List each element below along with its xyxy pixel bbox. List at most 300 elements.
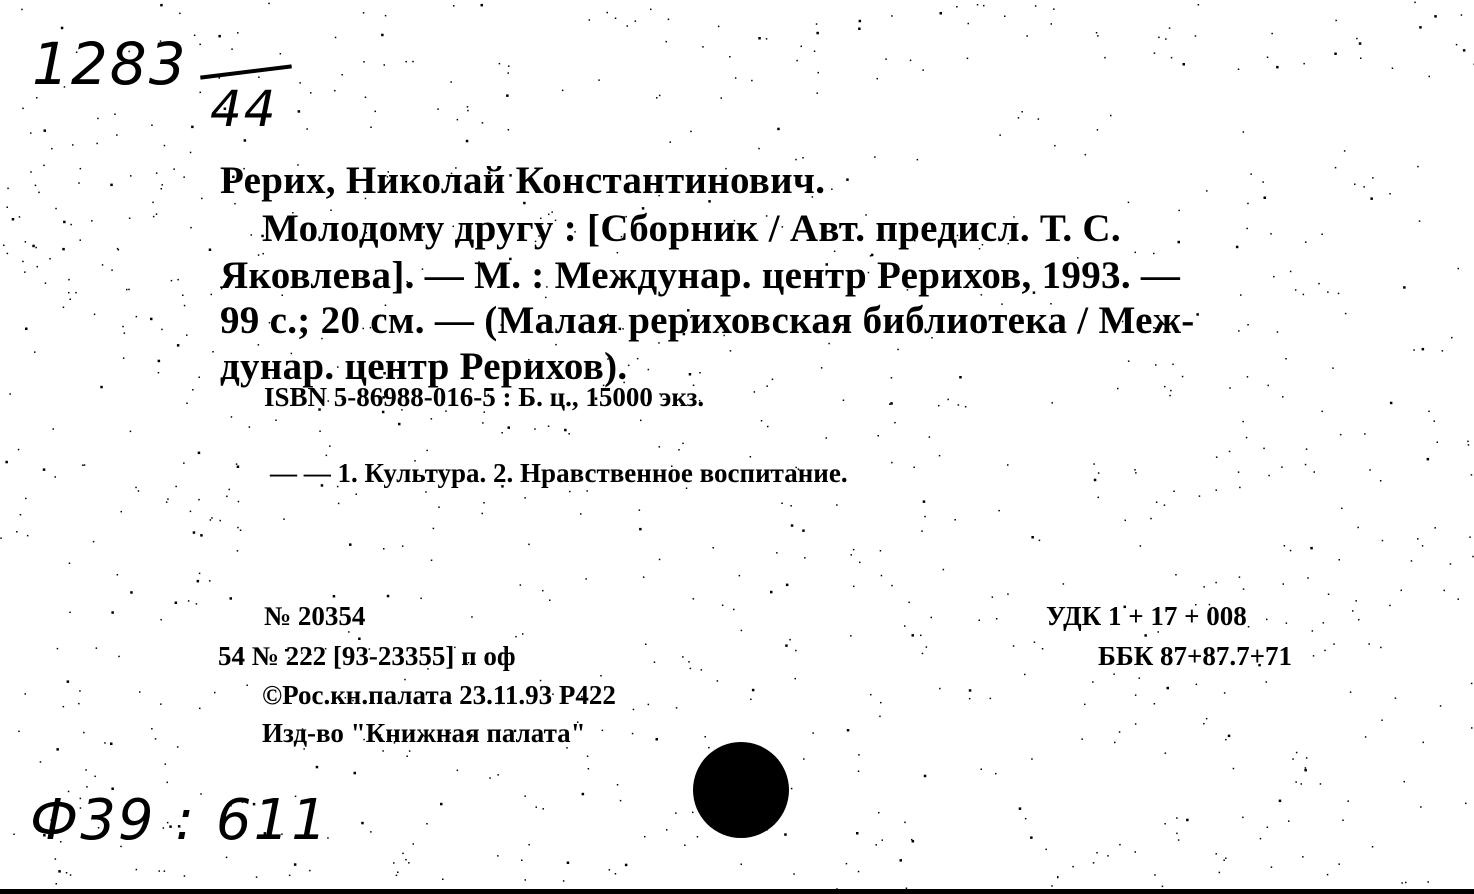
speckle <box>457 119 459 121</box>
speckle <box>853 549 855 551</box>
speckle <box>1338 863 1340 865</box>
speckle <box>1305 767 1307 769</box>
speckle <box>580 513 582 515</box>
speckle <box>130 175 132 177</box>
speckle <box>675 812 677 814</box>
speckle <box>1389 193 1391 195</box>
speckle <box>153 216 155 218</box>
speckle <box>1216 456 1218 458</box>
speckle <box>190 152 192 154</box>
speckle <box>697 836 699 838</box>
speckle <box>847 729 850 732</box>
speckle <box>1216 853 1218 855</box>
speckle <box>816 23 818 25</box>
speckle <box>1007 464 1009 466</box>
speckle <box>402 545 404 547</box>
speckle <box>177 279 179 281</box>
speckle <box>3 245 5 247</box>
speckle <box>983 5 985 7</box>
speckle <box>1306 448 1308 450</box>
speckle <box>750 699 752 701</box>
card-bottom-edge <box>0 889 1474 894</box>
speckle <box>18 731 20 733</box>
speckle <box>68 279 70 281</box>
speckle <box>858 28 861 31</box>
handwritten-inventory-number: Ф39 : 611 <box>30 788 329 853</box>
speckle <box>890 402 893 405</box>
speckle <box>795 650 797 652</box>
speckle <box>508 65 510 67</box>
speckle <box>1434 527 1436 529</box>
speckle <box>880 550 882 552</box>
speckle <box>1429 76 1431 78</box>
speckle <box>258 77 260 79</box>
speckle <box>924 775 927 778</box>
speckle <box>159 870 161 872</box>
speckle <box>640 420 642 422</box>
speckle <box>1233 768 1235 770</box>
speckle <box>1165 38 1167 40</box>
speckle <box>1098 497 1100 499</box>
speckle <box>1413 349 1415 351</box>
speckle <box>1401 590 1403 592</box>
speckle <box>363 12 365 14</box>
speckle <box>1051 885 1053 887</box>
speckle <box>542 590 544 592</box>
speckle <box>1135 694 1137 696</box>
speckle <box>939 455 941 457</box>
speckle <box>656 97 658 99</box>
speckle <box>1471 727 1473 729</box>
speckle <box>524 795 526 797</box>
speckle <box>522 633 524 635</box>
speckle <box>211 517 213 519</box>
speckle <box>692 812 694 814</box>
speckle <box>1417 538 1419 540</box>
speckle <box>230 597 233 600</box>
speckle <box>563 880 565 882</box>
speckle <box>1279 800 1282 803</box>
speckle <box>237 527 239 529</box>
speckle <box>818 72 820 74</box>
speckle <box>209 249 212 252</box>
speckle <box>183 462 185 464</box>
speckle <box>333 595 336 598</box>
speckle <box>21 9 23 11</box>
speckle <box>129 218 131 220</box>
speckle <box>237 466 240 469</box>
speckle <box>1035 5 1037 7</box>
speckle <box>506 94 509 97</box>
speckle <box>150 318 153 321</box>
speckle <box>923 500 926 503</box>
speckle <box>249 426 251 428</box>
speckle <box>977 4 979 6</box>
speckle <box>1128 202 1130 204</box>
speckle <box>1358 619 1360 621</box>
speckle <box>219 77 221 79</box>
speckle <box>80 239 82 241</box>
speckle <box>1268 475 1270 477</box>
speckle <box>7 207 9 209</box>
speckle <box>116 134 118 136</box>
speckle <box>152 202 154 204</box>
speckle <box>1224 692 1226 694</box>
speckle <box>1268 385 1270 387</box>
speckle <box>1301 783 1303 785</box>
speckle <box>878 435 880 437</box>
speckle <box>562 90 564 92</box>
speckle <box>294 863 297 866</box>
speckle <box>18 449 20 451</box>
speckle <box>1417 166 1419 168</box>
speckle <box>363 61 365 63</box>
speckle <box>967 58 969 60</box>
speckle <box>1196 684 1198 686</box>
speckle <box>161 188 163 190</box>
speckle <box>231 48 233 50</box>
speckle <box>501 432 503 434</box>
speckle <box>194 35 196 37</box>
speckle <box>1323 622 1325 624</box>
speckle <box>226 857 228 859</box>
speckle <box>1359 42 1362 45</box>
speckle <box>1216 489 1218 491</box>
speckle <box>55 476 57 478</box>
speckle <box>1306 757 1308 759</box>
isbn-line: ISBN 5-86988-016-5 : Б. ц., 15000 экз. <box>264 382 705 412</box>
speckle <box>1250 173 1252 175</box>
speckle <box>589 19 591 21</box>
speckle <box>334 90 336 92</box>
speckle <box>164 870 166 872</box>
speckle <box>940 12 943 15</box>
speckle <box>1238 69 1240 71</box>
speckle <box>409 750 411 752</box>
speckle <box>904 822 906 824</box>
speckle <box>365 97 367 99</box>
speckle <box>876 844 878 846</box>
speckle <box>1165 752 1167 754</box>
speckle <box>1427 458 1430 461</box>
speckle <box>1463 49 1466 52</box>
speckle <box>682 443 684 445</box>
speckle <box>1110 115 1112 117</box>
speckle <box>781 503 783 505</box>
speckle <box>1240 294 1242 296</box>
speckle <box>70 299 72 301</box>
speckle <box>1270 233 1272 235</box>
speckle <box>929 436 931 438</box>
speckle <box>27 535 29 537</box>
speckle <box>25 328 28 331</box>
speckle <box>853 586 855 588</box>
speckle <box>1339 559 1341 561</box>
speckle <box>83 732 85 734</box>
speckle <box>165 763 167 765</box>
speckle <box>1030 836 1033 839</box>
record-number: № 20354 <box>264 601 366 631</box>
speckle <box>268 3 270 4</box>
speckle <box>316 766 319 769</box>
speckle <box>990 698 992 700</box>
speckle <box>78 182 80 184</box>
speckle <box>167 782 169 784</box>
speckle <box>1228 735 1231 738</box>
speckle <box>689 373 692 376</box>
speckle <box>785 644 788 647</box>
speckle <box>528 844 530 846</box>
speckle <box>135 487 137 489</box>
speckle <box>117 574 119 576</box>
speckle <box>1072 866 1074 868</box>
speckle <box>171 280 173 282</box>
speckle <box>1290 271 1292 273</box>
speckle <box>767 426 769 428</box>
speckle <box>1206 718 1208 720</box>
speckle <box>1295 289 1297 291</box>
speckle <box>791 788 793 790</box>
speckle <box>75 292 77 294</box>
speckle <box>1354 184 1356 186</box>
speckle <box>1267 57 1269 59</box>
speckle <box>729 56 731 58</box>
speckle <box>992 596 994 598</box>
speckle <box>453 5 455 7</box>
speckle <box>30 171 32 173</box>
speckle <box>158 360 161 363</box>
speckle <box>156 172 158 174</box>
speckle <box>406 756 408 758</box>
speckle <box>118 249 120 251</box>
speckle <box>78 703 80 705</box>
speckle <box>57 648 59 650</box>
speckle <box>508 426 511 429</box>
speckle <box>722 605 724 607</box>
speckle <box>900 859 903 862</box>
speckle <box>467 110 469 112</box>
speckle <box>467 106 469 108</box>
speckle <box>94 776 96 778</box>
speckle <box>94 314 96 316</box>
speckle <box>440 803 443 806</box>
speckle <box>1456 44 1458 46</box>
speckle <box>1004 16 1006 18</box>
speckle <box>1098 472 1100 474</box>
speckle <box>387 595 390 598</box>
speckle <box>482 122 484 124</box>
speckle <box>497 774 499 776</box>
speckle <box>1288 820 1290 822</box>
speckle <box>1335 20 1337 22</box>
speckle <box>1018 117 1020 119</box>
speckle <box>881 575 883 577</box>
speckle <box>1186 819 1189 822</box>
speckle <box>1128 360 1130 362</box>
speckle <box>1310 547 1313 550</box>
speckle <box>758 148 760 150</box>
speckle <box>885 58 887 60</box>
speckle <box>1440 705 1442 707</box>
speckle <box>1164 386 1166 388</box>
speckle <box>70 874 72 876</box>
speckle <box>1262 181 1264 183</box>
speckle <box>817 92 819 94</box>
speckle <box>231 416 233 418</box>
speckle <box>600 675 602 677</box>
speckle <box>79 690 81 692</box>
speckle <box>777 128 780 131</box>
speckle <box>588 768 590 770</box>
speckle <box>384 64 386 66</box>
speckle <box>1304 769 1307 772</box>
speckle <box>515 636 517 638</box>
speckle <box>122 326 124 328</box>
speckle <box>1031 758 1033 760</box>
speckle <box>1428 411 1430 413</box>
speckle <box>1195 35 1197 37</box>
speckle <box>9 393 11 395</box>
speckle <box>175 602 178 605</box>
speckle <box>482 513 484 515</box>
speckle <box>1314 471 1316 473</box>
speckle <box>1271 33 1273 35</box>
speckle <box>1135 723 1137 725</box>
speckle <box>931 617 933 619</box>
entry-line-3: 99 с.; 20 см. — (Малая рериховская библиотека / Меж- <box>220 299 1195 342</box>
speckle <box>69 563 71 565</box>
speckle <box>889 403 891 405</box>
speckle <box>1355 600 1357 602</box>
speckle <box>1303 63 1305 65</box>
speckle <box>733 609 735 611</box>
speckle <box>786 584 789 587</box>
speckle <box>793 873 795 875</box>
speckle <box>381 34 384 37</box>
speckle <box>1236 246 1239 249</box>
speckle <box>954 519 956 521</box>
speckle <box>1283 583 1285 585</box>
speckle <box>1390 402 1393 405</box>
speckle <box>412 61 414 63</box>
speckle <box>1053 8 1055 10</box>
speckle <box>678 449 680 451</box>
speckle <box>609 869 611 871</box>
speckle <box>979 620 981 622</box>
speckle <box>587 756 589 758</box>
speckle <box>13 834 15 836</box>
speckle <box>1334 53 1337 56</box>
speckle <box>22 108 24 110</box>
speckle <box>70 224 72 226</box>
speckle <box>1321 234 1323 236</box>
speckle <box>1389 605 1391 607</box>
speckle <box>375 111 377 113</box>
speckle <box>1094 479 1097 482</box>
speckle <box>912 634 915 637</box>
speckle <box>1472 556 1474 558</box>
speckle <box>160 703 162 705</box>
speckle <box>543 808 545 810</box>
speckle <box>161 329 163 331</box>
speckle <box>85 769 87 771</box>
speckle <box>1427 881 1429 883</box>
speckle <box>72 144 74 146</box>
speckle <box>585 578 587 580</box>
speckle <box>69 612 71 614</box>
speckle <box>438 506 440 508</box>
speckle <box>1450 563 1452 565</box>
speckle <box>210 519 212 521</box>
speckle <box>53 428 55 430</box>
speckle <box>158 372 160 374</box>
speckle <box>426 450 428 452</box>
speckle <box>1182 376 1184 378</box>
speckle <box>1434 420 1436 422</box>
speckle <box>816 32 819 35</box>
speckle <box>1096 852 1098 854</box>
speckle <box>118 656 120 658</box>
speckle <box>283 518 285 520</box>
speckle <box>179 13 181 15</box>
speckle <box>1345 313 1347 315</box>
speckle <box>910 60 912 62</box>
speckle <box>1281 466 1283 468</box>
speckle <box>880 702 882 704</box>
speckle <box>521 860 523 862</box>
speckle <box>1154 703 1156 705</box>
speckle <box>1162 886 1164 888</box>
speckle <box>904 625 906 627</box>
speckle <box>1404 781 1406 783</box>
speckle <box>730 350 732 352</box>
speckle <box>1178 839 1180 841</box>
speckle <box>998 510 1000 512</box>
entry-line-4: дунар. центр Рерихов). <box>220 345 628 388</box>
speckle <box>891 462 893 464</box>
entry-line-1: Молодому другу : [Сборник / Авт. предисл. Т. С. <box>262 207 1121 250</box>
speckle <box>198 499 200 501</box>
speckle <box>1173 491 1175 493</box>
speckle <box>110 184 113 187</box>
speckle <box>1199 495 1201 497</box>
speckle <box>1271 866 1273 868</box>
speckle <box>1285 358 1287 360</box>
speckle <box>1243 131 1245 133</box>
speckle <box>426 823 428 825</box>
speckle <box>836 504 838 506</box>
speckle <box>244 139 247 142</box>
speckle <box>1364 433 1366 435</box>
speckle <box>735 77 737 79</box>
speckle <box>82 465 84 467</box>
speckle <box>62 248 65 251</box>
speckle <box>670 141 672 143</box>
speckle <box>1303 294 1305 296</box>
speckle <box>1442 350 1444 352</box>
speckle <box>644 836 646 838</box>
speckle <box>1081 738 1083 740</box>
speckle <box>397 872 399 874</box>
speckle <box>520 584 522 586</box>
speckle <box>471 616 473 618</box>
speckle <box>1266 681 1268 683</box>
speckle <box>1034 642 1036 644</box>
speckle <box>433 528 435 530</box>
speckle <box>645 644 647 646</box>
speckle <box>812 732 814 734</box>
speckle <box>1341 508 1343 510</box>
